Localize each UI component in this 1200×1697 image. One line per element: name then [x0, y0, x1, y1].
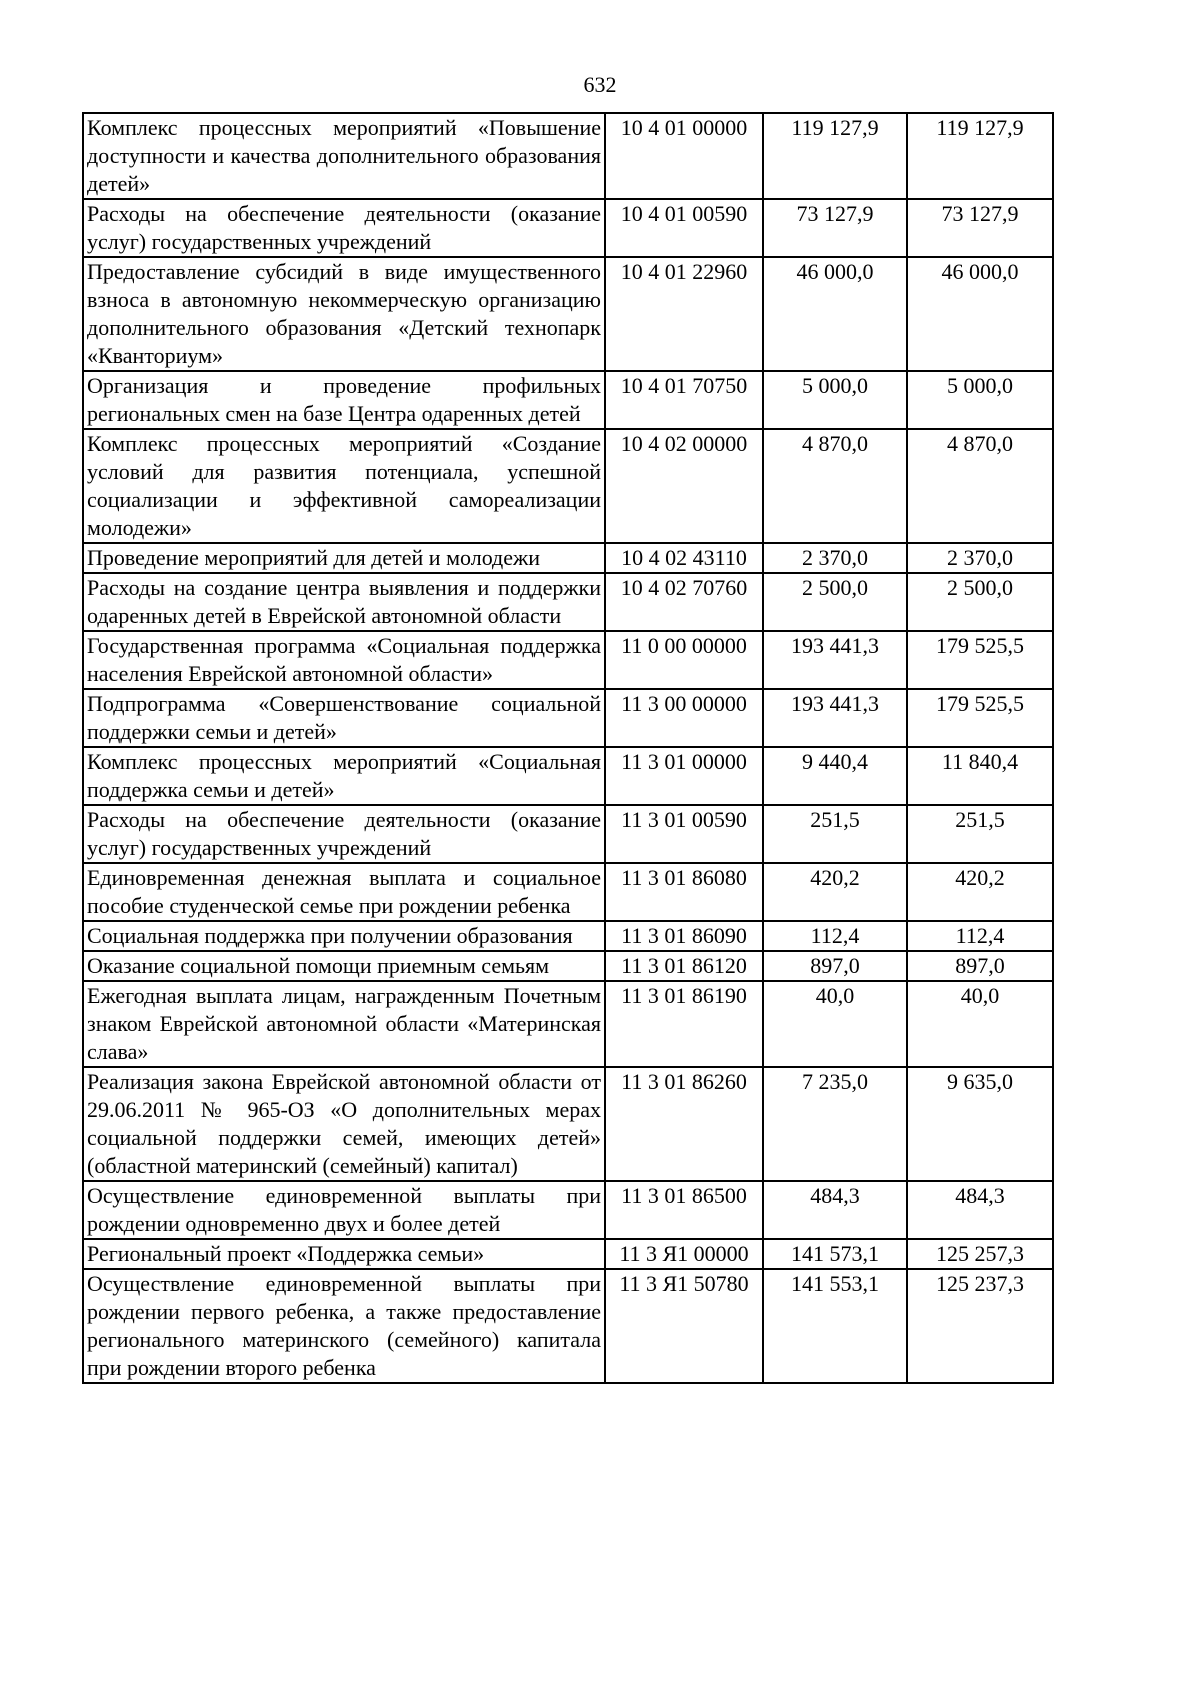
row-value-2: 179 525,5 [907, 631, 1053, 689]
page-number: 632 [583, 72, 617, 97]
table-row [83, 951, 1053, 981]
row-value-1: 251,5 [763, 805, 907, 863]
row-description: Проведение мероприятий для детей и молодежи [83, 543, 605, 573]
row-code: 11 3 01 86090 [605, 921, 763, 951]
row-value-1: 897,0 [763, 951, 907, 981]
row-value-1: 9 440,4 [763, 747, 907, 805]
row-value-1: 484,3 [763, 1181, 907, 1239]
row-value-1: 2 500,0 [763, 573, 907, 631]
row-code: 10 4 01 00590 [605, 199, 763, 257]
table-row [83, 429, 1053, 543]
row-code: 10 4 01 22960 [605, 257, 763, 371]
table-row [83, 573, 1053, 631]
row-code: 10 4 02 43110 [605, 543, 763, 573]
row-value-2: 46 000,0 [907, 257, 1053, 371]
budget-table-body [83, 113, 1053, 1383]
row-value-1: 119 127,9 [763, 113, 907, 199]
row-description: Осуществление единовременной выплаты при рождении одновременно двух и более детей [83, 1181, 605, 1239]
row-value-1: 40,0 [763, 981, 907, 1067]
row-code: 11 3 Я1 00000 [605, 1239, 763, 1269]
row-code: 11 3 01 86120 [605, 951, 763, 981]
row-value-2: 2 370,0 [907, 543, 1053, 573]
row-description: Социальная поддержка при получении образования [83, 921, 605, 951]
row-value-2: 40,0 [907, 981, 1053, 1067]
row-code: 11 3 Я1 50780 [605, 1269, 763, 1383]
row-value-2: 251,5 [907, 805, 1053, 863]
row-code: 10 4 01 00000 [605, 113, 763, 199]
table-row [83, 1239, 1053, 1269]
table-row [83, 1269, 1053, 1383]
table-row [83, 981, 1053, 1067]
table-row [83, 543, 1053, 573]
row-value-1: 193 441,3 [763, 689, 907, 747]
table-row [83, 1067, 1053, 1181]
row-value-1: 112,4 [763, 921, 907, 951]
row-code: 11 0 00 00000 [605, 631, 763, 689]
row-value-1: 5 000,0 [763, 371, 907, 429]
row-value-2: 125 257,3 [907, 1239, 1053, 1269]
row-description: Оказание социальной помощи приемным семьям [83, 951, 605, 981]
row-value-2: 119 127,9 [907, 113, 1053, 199]
row-description: Ежегодная выплата лицам, награжденным Почетным знаком Еврейской автономной области «Материнская слава» [83, 981, 605, 1067]
row-description: Осуществление единовременной выплаты при рождении первого ребенка, а также предоставление регионального материнского (семейного) капитала при рождении второго ребенка [83, 1269, 605, 1383]
row-value-1: 2 370,0 [763, 543, 907, 573]
table-row [83, 805, 1053, 863]
row-value-2: 897,0 [907, 951, 1053, 981]
row-description: Предоставление субсидий в виде имущественного взноса в автономную некоммерческую организацию дополнительного образования «Детский технопарк «Кванториум» [83, 257, 605, 371]
row-description: Подпрограмма «Совершенствование социальной поддержки семьи и детей» [83, 689, 605, 747]
row-description: Комплекс процессных мероприятий «Повышение доступности и качества дополнительного образования детей» [83, 113, 605, 199]
row-value-1: 7 235,0 [763, 1067, 907, 1181]
row-description: Государственная программа «Социальная поддержка населения Еврейской автономной области» [83, 631, 605, 689]
table-row [83, 257, 1053, 371]
row-value-2: 9 635,0 [907, 1067, 1053, 1181]
row-value-1: 141 573,1 [763, 1239, 907, 1269]
row-description: Комплекс процессных мероприятий «Социальная поддержка семьи и детей» [83, 747, 605, 805]
row-code: 11 3 01 86260 [605, 1067, 763, 1181]
table-row [83, 689, 1053, 747]
table-row [83, 921, 1053, 951]
row-code: 11 3 01 86080 [605, 863, 763, 921]
row-value-2: 125 237,3 [907, 1269, 1053, 1383]
row-value-2: 484,3 [907, 1181, 1053, 1239]
row-description: Организация и проведение профильных региональных смен на базе Центра одаренных детей [83, 371, 605, 429]
row-value-1: 141 553,1 [763, 1269, 907, 1383]
row-value-1: 4 870,0 [763, 429, 907, 543]
table-row [83, 1181, 1053, 1239]
row-code: 11 3 01 00590 [605, 805, 763, 863]
row-value-1: 193 441,3 [763, 631, 907, 689]
table-row [83, 631, 1053, 689]
row-code: 10 4 02 00000 [605, 429, 763, 543]
budget-table [82, 112, 1054, 1384]
row-value-2: 11 840,4 [907, 747, 1053, 805]
row-description: Региональный проект «Поддержка семьи» [83, 1239, 605, 1269]
table-row [83, 371, 1053, 429]
row-code: 11 3 01 86190 [605, 981, 763, 1067]
row-description: Комплекс процессных мероприятий «Создание условий для развития потенциала, успешной социализации и эффективной самореализации молодежи» [83, 429, 605, 543]
row-code: 10 4 02 70760 [605, 573, 763, 631]
table-row [83, 747, 1053, 805]
row-value-1: 420,2 [763, 863, 907, 921]
row-value-1: 73 127,9 [763, 199, 907, 257]
table-row [83, 199, 1053, 257]
row-value-2: 112,4 [907, 921, 1053, 951]
table-row [83, 863, 1053, 921]
row-description: Реализация закона Еврейской автономной области от 29.06.2011 № 965-ОЗ «О дополнительных мерах социальной поддержки семей, имеющих детей» (областной материнский (семейный) капитал) [83, 1067, 605, 1181]
row-code: 11 3 01 86500 [605, 1181, 763, 1239]
row-description: Расходы на обеспечение деятельности (оказание услуг) государственных учреждений [83, 199, 605, 257]
table-row [83, 113, 1053, 199]
row-code: 11 3 00 00000 [605, 689, 763, 747]
row-value-2: 179 525,5 [907, 689, 1053, 747]
row-value-2: 2 500,0 [907, 573, 1053, 631]
row-value-2: 5 000,0 [907, 371, 1053, 429]
row-value-1: 46 000,0 [763, 257, 907, 371]
row-description: Расходы на обеспечение деятельности (оказание услуг) государственных учреждений [83, 805, 605, 863]
row-description: Расходы на создание центра выявления и поддержки одаренных детей в Еврейской автономной области [83, 573, 605, 631]
row-code: 10 4 01 70750 [605, 371, 763, 429]
row-value-2: 4 870,0 [907, 429, 1053, 543]
row-description: Единовременная денежная выплата и социальное пособие студенческой семье при рождении ребенка [83, 863, 605, 921]
row-value-2: 73 127,9 [907, 199, 1053, 257]
row-code: 11 3 01 00000 [605, 747, 763, 805]
row-value-2: 420,2 [907, 863, 1053, 921]
